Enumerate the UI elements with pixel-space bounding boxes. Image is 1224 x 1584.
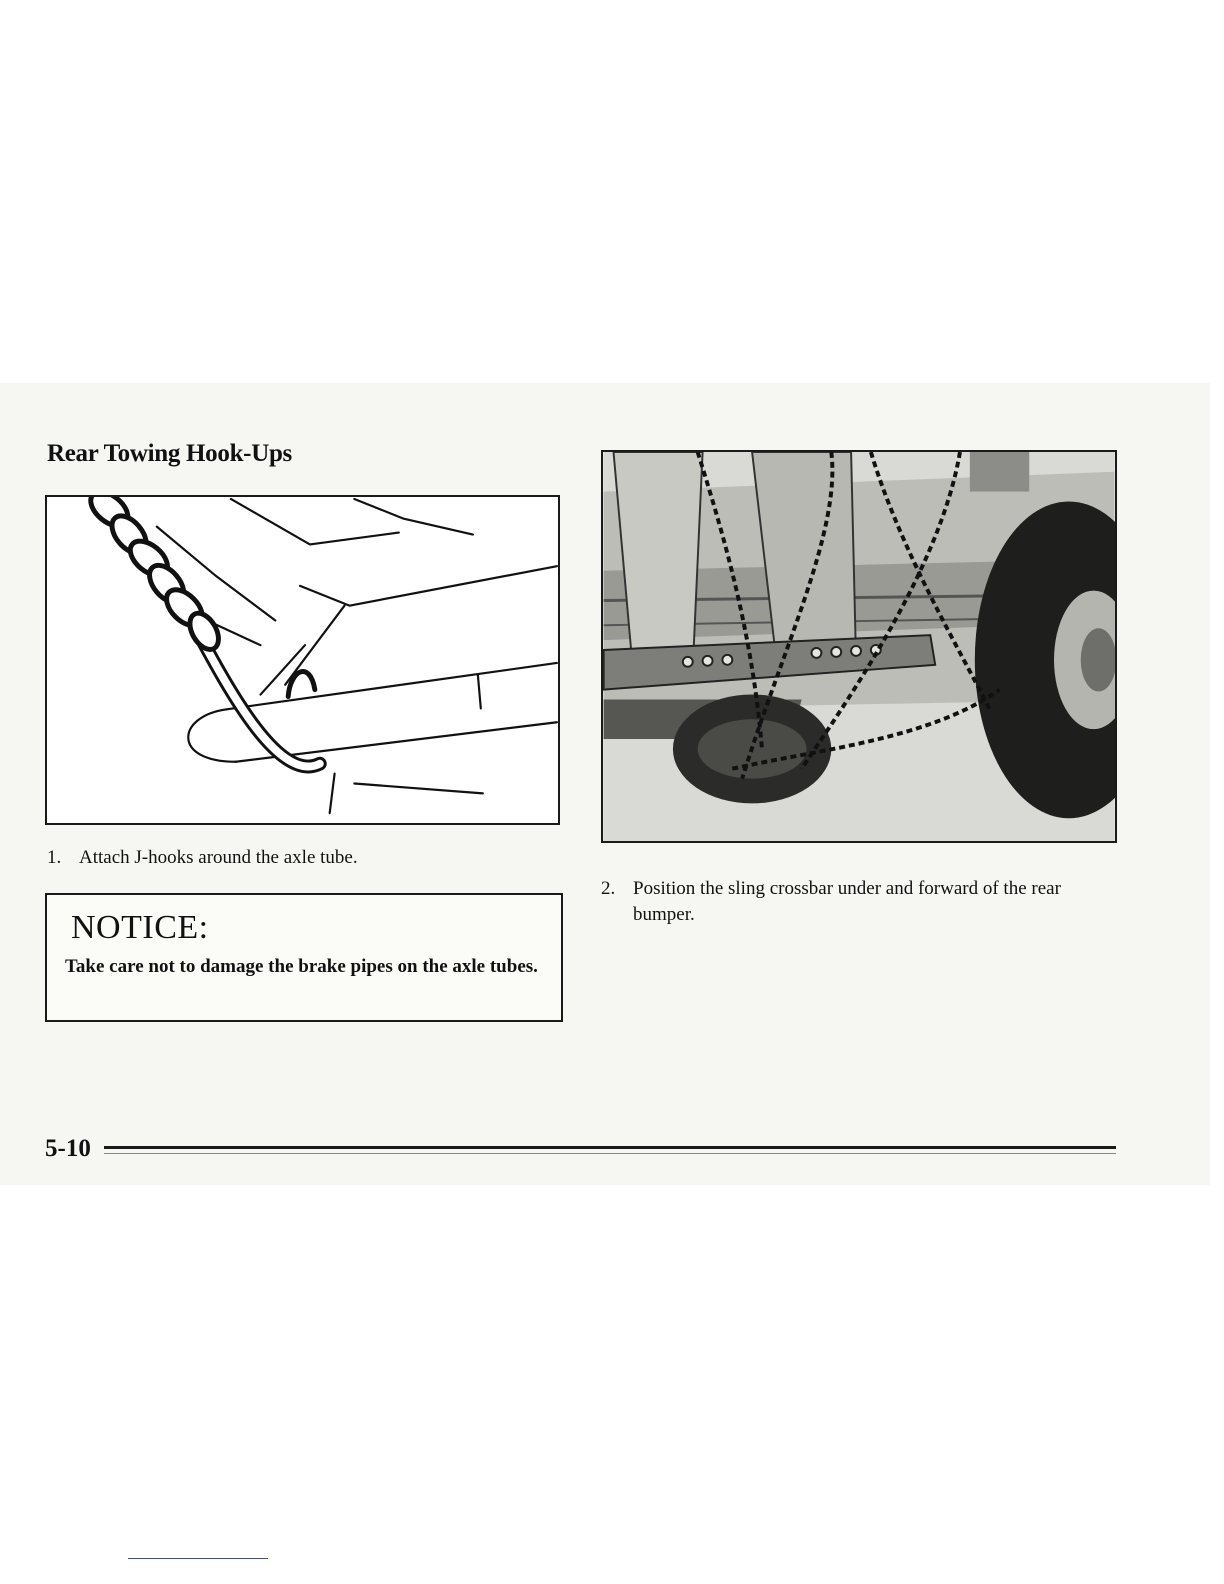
footer-rule <box>104 1146 1116 1149</box>
j-hook-drawing <box>47 497 558 823</box>
step-text: Position the sling crossbar under and forward of the rear bumper. <box>633 878 1061 925</box>
sling-crossbar-illustration <box>601 450 1117 843</box>
step-2 <box>601 876 1113 928</box>
bottom-underline-mark <box>128 1558 268 1559</box>
sling-crossbar-drawing <box>603 452 1115 841</box>
step-number: 2. <box>601 878 616 899</box>
step-text: Attach J-hooks around the axle tube. <box>79 847 358 868</box>
notice-box <box>45 893 563 1022</box>
notice-heading: NOTICE: <box>71 909 209 946</box>
step-1 <box>47 845 567 871</box>
j-hook-axle-illustration <box>45 495 560 825</box>
page-number: 5-10 <box>45 1135 91 1162</box>
notice-text: Take care not to damage the brake pipes on the axle tubes. <box>65 956 538 977</box>
section-title: Rear Towing Hook-Ups <box>47 440 292 467</box>
footer-rule-thin <box>104 1153 1116 1154</box>
step-number: 1. <box>47 847 62 868</box>
